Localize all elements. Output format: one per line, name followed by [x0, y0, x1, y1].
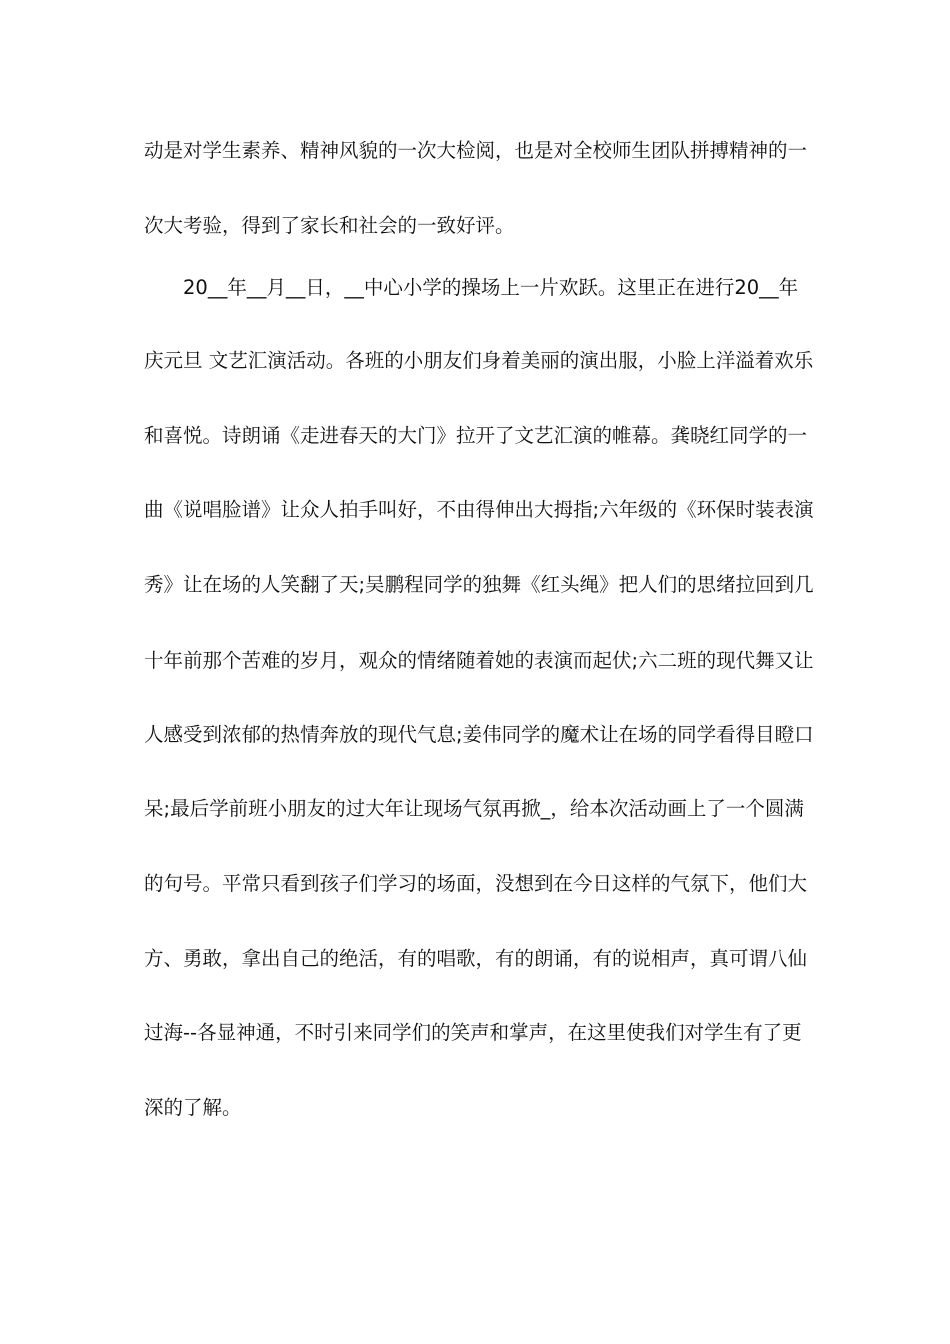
text-line-12: 方、勇敢，拿出自己的绝活，有的唱歌，有的朗诵，有的说相声，真可谓八仙 — [144, 947, 808, 970]
text-line-3: 20__年__月__日，__中心小学的操场上一片欢跃。这里正在进行20__年 — [183, 276, 799, 299]
text-line-2: 次大考验，得到了家长和社会的一致好评。 — [144, 214, 515, 237]
text-line-8: 十年前那个苦难的岁月，观众的情绪随着她的表演而起伏;六二班的现代舞又让 — [144, 649, 814, 672]
text-line-13: 过海--各显神通，不时引来同学们的笑声和掌声，在这里使我们对学生有了更 — [144, 1021, 802, 1044]
text-line-4: 庆元旦 文艺汇演活动。各班的小朋友们身着美丽的演出服，小脸上洋溢着欢乐 — [144, 349, 814, 372]
text-line-1: 动是对学生素养、精神风貌的一次大检阅，也是对全校师生团队拼搏精神的一 — [144, 139, 808, 162]
text-line-14: 深的了解。 — [144, 1096, 242, 1119]
text-line-5: 和喜悦。诗朗诵《走进春天的大门》拉开了文艺汇演的帷幕。龚晓红同学的一 — [144, 424, 808, 447]
text-line-11: 的句号。平常只看到孩子们学习的场面，没想到在今日这样的气氛下，他们大 — [144, 872, 808, 895]
text-line-7: 秀》让在场的人笑翻了天;吴鹏程同学的独舞《红头绳》把人们的思绪拉回到几 — [144, 573, 814, 596]
text-line-10: 呆;最后学前班小朋友的过大年让现场气氛再掀_，给本次活动画上了一个圆满 — [144, 797, 804, 820]
text-line-9: 人感受到浓郁的热情奔放的现代气息;姜伟同学的魔术让在场的同学看得目瞪口 — [144, 723, 814, 746]
text-line-6: 曲《说唱脸谱》让众人拍手叫好，不由得伸出大拇指;六年级的《环保时装表演 — [144, 498, 814, 521]
